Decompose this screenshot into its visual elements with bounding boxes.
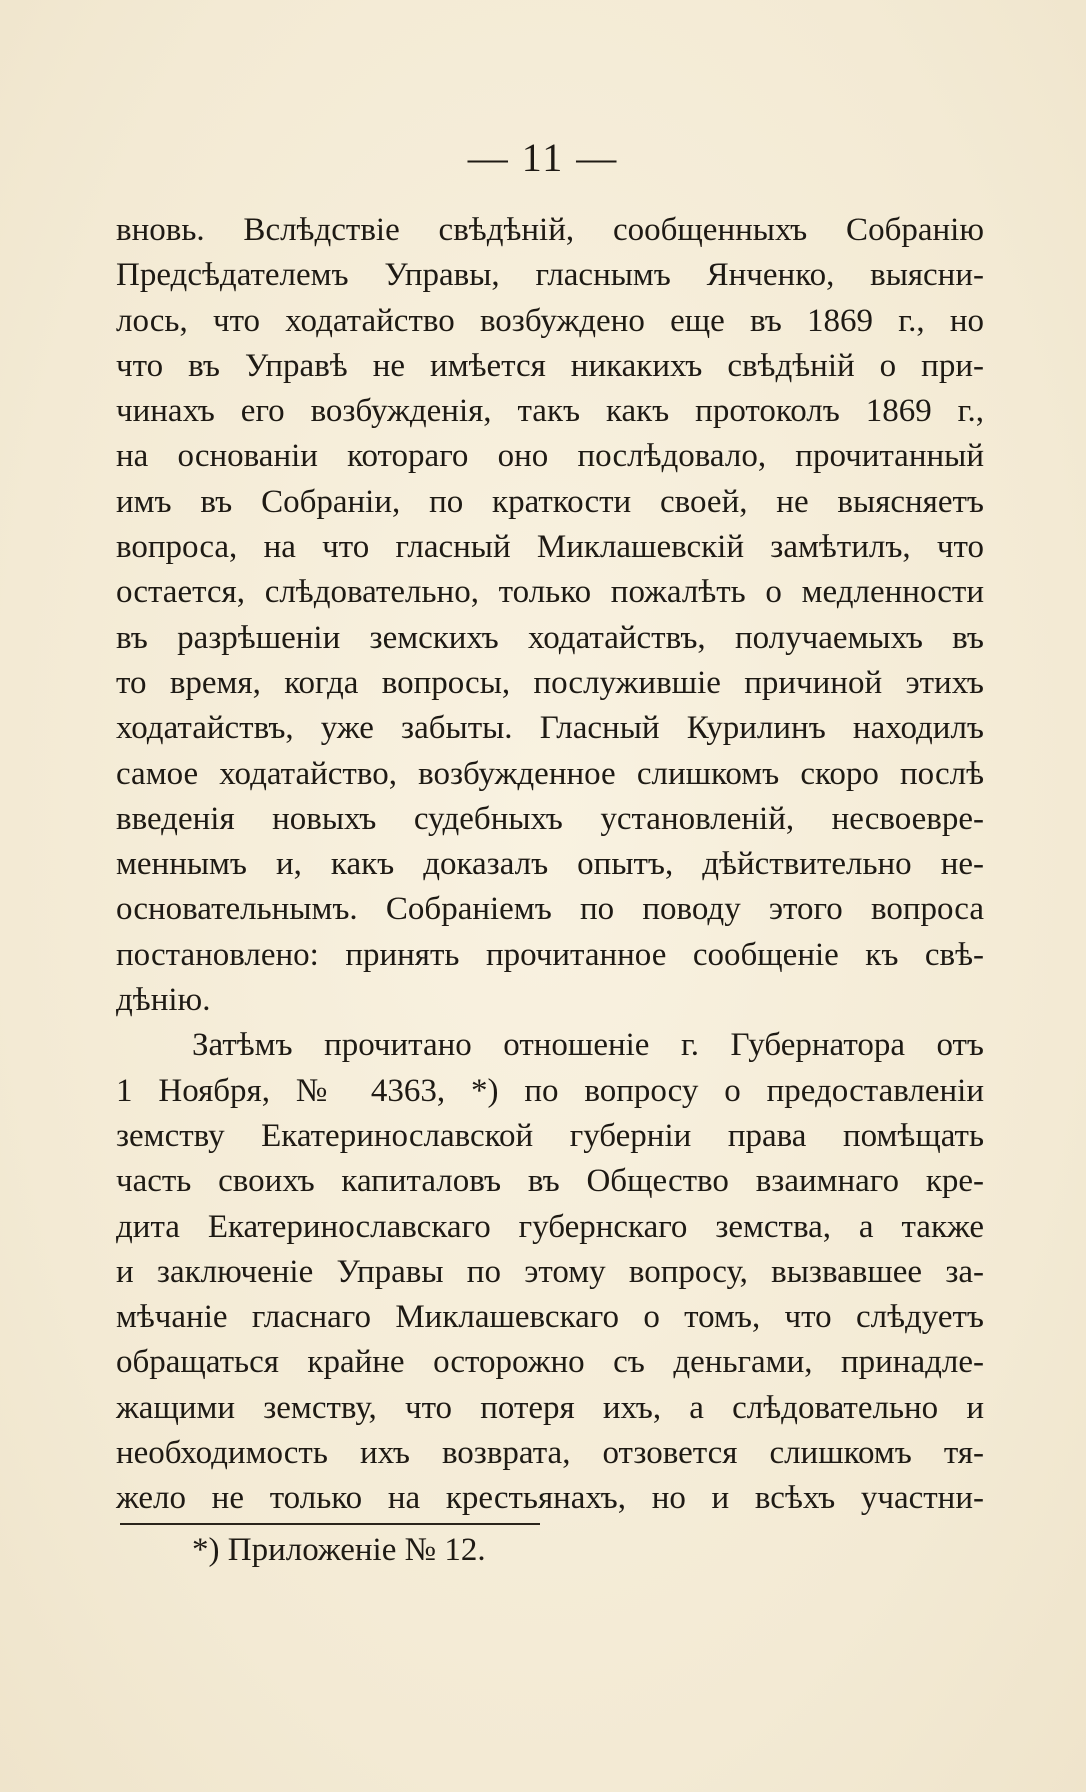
text-line: вопроса, на что гласный Миклашевскій замѣтилъ, что [116,529,984,566]
text-line: лось, что ходатайство возбуждено еще въ 1869 г., но [116,302,984,339]
text-line: имъ въ Собраніи, по краткости своей, не выясняетъ [116,483,984,520]
text-line: жащими земству, что потеря ихъ, а слѣдовательно и [116,1389,984,1426]
text-line: дѣнію. [116,982,211,1019]
text-line: жело не только на крестьянахъ, но и всѣхъ участни- [116,1480,984,1517]
text-line: Предсѣдателемъ Управы, гласнымъ Янченко, выясни- [116,257,984,294]
text-line: на основаніи котораго оно послѣдовало, прочитанный [116,438,984,475]
page-number: — 11 — [467,135,619,180]
text-line: земству Екатеринославской губерніи права помѣщать [116,1117,984,1154]
text-line: то время, когда вопросы, послужившіе причиной этихъ [116,664,984,701]
text-line: постановлено: принять прочитанное сообщеніе къ свѣ- [116,936,984,973]
text-line: вновь. Вслѣдствіе свѣдѣній, сообщенныхъ Собранію [116,212,984,248]
text-line: Затѣмъ прочитано отношеніе г. Губернатора отъ [192,1027,984,1064]
text-line: 1 Ноября, № 4363, *) по вопросу о предоставленіи [116,1072,984,1109]
text-line: самое ходатайство, возбужденное слишкомъ скоро послѣ [116,755,984,792]
body-text [116,208,984,1522]
text-line: что въ Управѣ не имѣется никакихъ свѣдѣній о при- [116,347,984,384]
footnote-rule [120,1523,540,1525]
text-line: основательнымъ. Собраніемъ по поводу этого вопроса [116,891,984,928]
text-line: введенія новыхъ судебныхъ установленій, несвоевре- [116,800,984,837]
text-line: ходатайствъ, уже забыты. Гласный Курилинъ находилъ [116,710,984,747]
text-line: въ разрѣшеніи земскихъ ходатайствъ, получаемыхъ въ [116,619,984,656]
text-line: необходимость ихъ возврата, отзовется слишкомъ тя- [116,1435,984,1472]
text-line: часть своихъ капиталовъ въ Общество взаимнаго кре- [116,1163,984,1200]
footnote: *) Приложеніе № 12. [192,1532,486,1568]
text-line: остается, слѣдовательно, только пожалѣть о медленности [116,574,984,611]
text-line: обращаться крайне осторожно съ деньгами, принадле- [116,1344,984,1381]
text-line: меннымъ и, какъ доказалъ опытъ, дѣйствительно не- [116,846,984,883]
text-line: дита Екатеринославскаго губернскаго земства, а также [116,1208,984,1245]
text-line: чинахъ его возбужденія, такъ какъ протоколъ 1869 г., [116,393,984,430]
text-line: и заключеніе Управы по этому вопросу, вызвавшее за- [116,1253,984,1290]
text-line: мѣчаніе гласнаго Миклашевскаго о томъ, что слѣдуетъ [116,1299,984,1336]
